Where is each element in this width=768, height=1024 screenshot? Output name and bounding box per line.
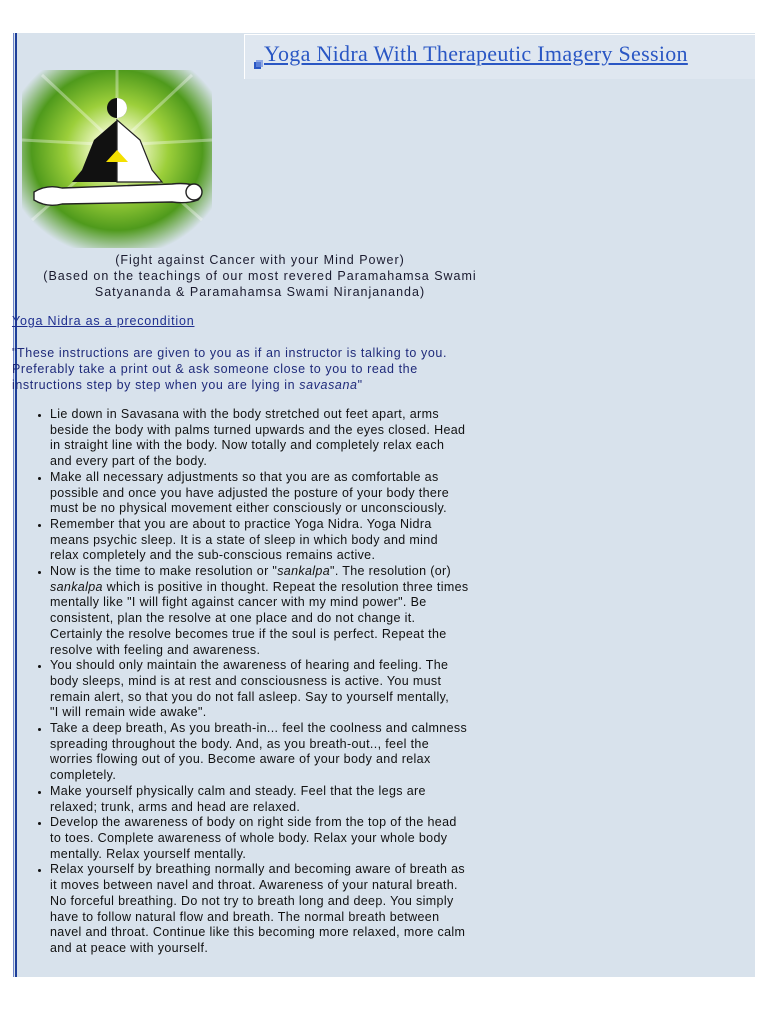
- step-line: mentally like "I will fight against cancer with my mind power". Be: [50, 595, 427, 610]
- instruction-list: [32, 407, 530, 957]
- step-line: to toes. Complete awareness of whole body. Relax your whole body: [50, 830, 448, 845]
- sankalpa-term: sankalpa: [277, 564, 331, 579]
- panel-border-outer: [13, 33, 14, 977]
- intro-line: "These instructions are given to you as if an instructor is talking to you.: [12, 346, 448, 360]
- step-line: body sleeps, mind is at rest and consciousness is active. You must: [50, 673, 442, 688]
- step-line: • Lie down in Savasana with the body stretched out feet apart, arms: [50, 407, 439, 421]
- list-item: [50, 407, 530, 470]
- step-line: it moves between navel and throat. Awareness of your natural breath.: [50, 878, 458, 893]
- intro-line: [12, 377, 512, 393]
- bullet-square-icon: [254, 60, 263, 69]
- step-line: • Develop the awareness of body on right side from the top of the head: [50, 815, 457, 830]
- step-text: ". The resolution (or): [330, 564, 452, 579]
- step-line: spreading throughout the body. And, as you breath-out.., feel the: [50, 736, 430, 751]
- intro-line: Preferably take a print out & ask someone close to you to read the: [12, 362, 418, 376]
- step-line: beside the body with palms turned upwards and the eyes closed. Head: [50, 422, 466, 437]
- step-line: navel and throat. Continue like this becoming more relaxed, more calm: [50, 925, 466, 940]
- step-line: mentally. Relax yourself mentally.: [50, 846, 247, 861]
- step-text: which is positive in thought. Repeat the resolution three times: [102, 579, 469, 594]
- step-line: Certainly the resolve becomes true if the soul is perfect. Repeat the: [50, 626, 447, 641]
- list-item: [50, 658, 530, 721]
- caption-line: (Based on the teachings of our most revered Paramahamsa Swami: [43, 269, 477, 283]
- savasana-term: savasana: [299, 378, 358, 392]
- intro-line-text: instructions step by step when you are lying in: [12, 378, 300, 392]
- step-line: • Remember that you are about to practice Yoga Nidra. Yoga Nidra: [50, 516, 432, 531]
- step-line: • Make all necessary adjustments so that you are as comfortable as: [50, 469, 439, 484]
- step-line: must be no physical movement either consciously or unconsciously.: [50, 501, 447, 516]
- step-line: worries flowing out of you. Become aware of your body and relax: [50, 752, 431, 767]
- step-line: possible and once you have adjusted the posture of your body there: [50, 485, 450, 500]
- precondition-link[interactable]: Yoga Nidra as a precondition: [12, 314, 195, 328]
- step-line: relax completely and the sub-conscious remains active.: [50, 548, 376, 563]
- intro-text: [12, 345, 512, 393]
- step-line: • You should only maintain the awareness of hearing and feeling. The: [50, 658, 449, 673]
- step-line: remain alert, so that you do not fall asleep. Say to yourself mentally,: [50, 689, 450, 704]
- caption-line: Satyananda & Paramahamsa Swami Niranjananda): [94, 285, 426, 299]
- list-item: [50, 815, 530, 862]
- page-title-link[interactable]: Yoga Nidra With Therapeutic Imagery Session: [264, 41, 688, 66]
- step-line: means psychic sleep. It is a state of sleep in which body and mind: [50, 532, 438, 547]
- step-line: and every part of the body.: [50, 454, 208, 469]
- step-line: relaxed; trunk, arms and head are relaxed.: [50, 799, 301, 814]
- step-line: resolve with feeling and awareness.: [50, 642, 261, 657]
- caption-line: (Fight against Cancer with your Mind Power): [115, 253, 405, 267]
- list-item: [50, 784, 530, 815]
- list-item: [50, 517, 530, 564]
- step-line: "I will remain wide awake".: [50, 705, 207, 720]
- step-line: • Take a deep breath, As you breath-in... feel the coolness and calmness: [50, 721, 468, 736]
- list-item: [50, 862, 530, 956]
- step-line: consistent, plan the resolve at one place and do not change it.: [50, 611, 416, 626]
- meditation-figure-icon: [22, 70, 212, 248]
- step-line: • Make yourself physically calm and steady. Feel that the legs are: [50, 783, 426, 798]
- caption: [20, 252, 500, 300]
- list-item: [50, 564, 530, 658]
- step-text: Now is the time to make resolution or ": [50, 564, 278, 579]
- panel-border: [15, 33, 17, 977]
- intro-line-text: ": [357, 378, 363, 392]
- list-item: [50, 470, 530, 517]
- step-line: and at peace with yourself.: [50, 940, 209, 955]
- sankalpa-term: sankalpa: [50, 579, 103, 594]
- step-line: • Relax yourself by breathing normally and becoming aware of breath as: [50, 862, 465, 877]
- step-line: completely.: [50, 768, 117, 783]
- step-line: [50, 580, 530, 596]
- list-item: [50, 721, 530, 784]
- step-line: in straight line with the body. Now totally and completely relax each: [50, 438, 445, 453]
- step-line: [50, 564, 530, 580]
- step-line: No forceful breathing. Do not try to breath long and deep. You simply: [50, 893, 454, 908]
- step-line: have to follow natural flow and breath. The normal breath between: [50, 909, 440, 924]
